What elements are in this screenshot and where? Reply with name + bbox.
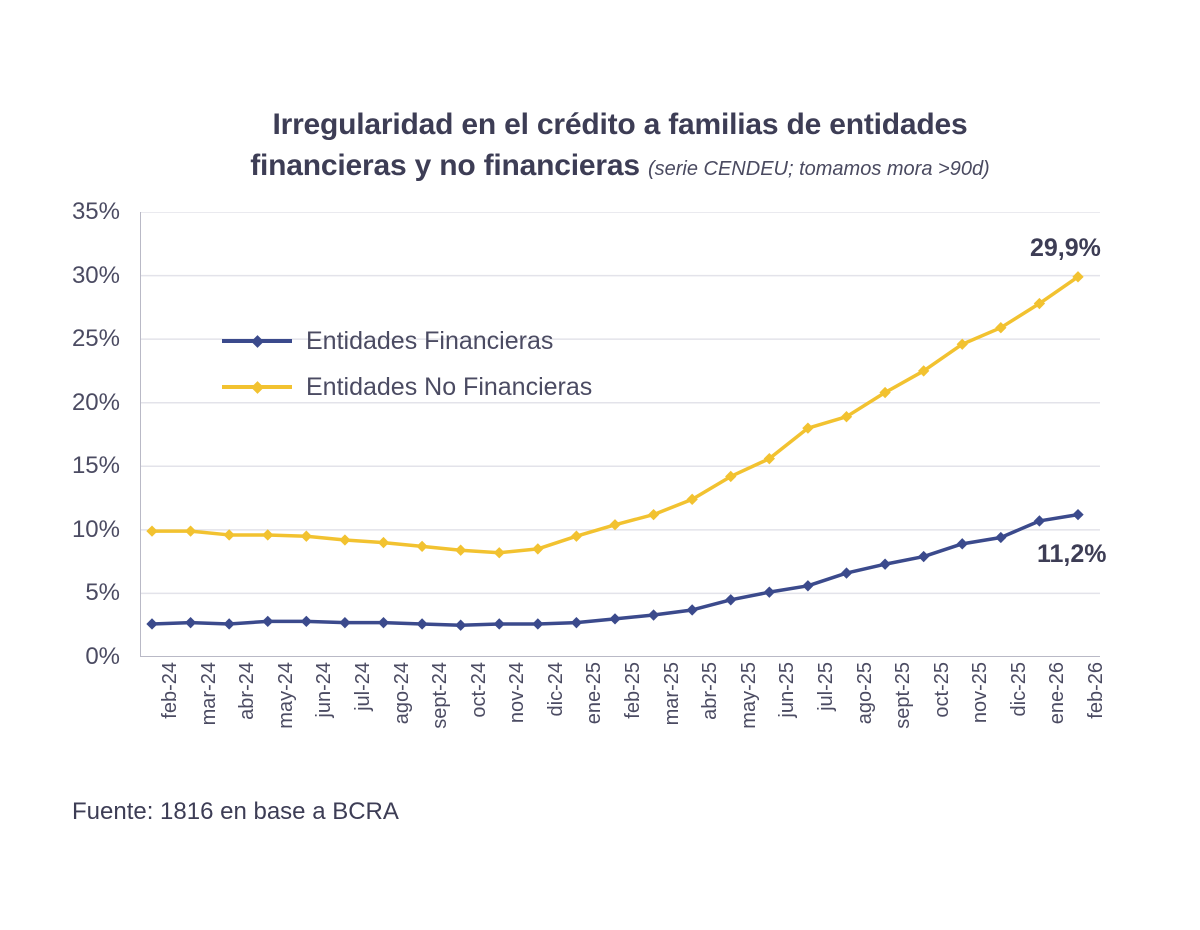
x-tick-label: feb-24: [159, 662, 181, 719]
chart-title-line2: financieras y no financieras: [250, 148, 640, 182]
x-tick-label: abr-25: [699, 662, 722, 720]
data-point-marker: [687, 604, 698, 615]
data-point-marker: [146, 618, 157, 629]
x-tick-label: jul-25: [814, 662, 837, 711]
y-axis-labels: [0, 198, 120, 670]
data-point-marker: [185, 617, 196, 628]
x-tick-label: dic-25: [1007, 662, 1030, 717]
data-point-marker: [301, 616, 312, 627]
annotation-financieras: 11,2%: [1037, 540, 1107, 568]
chart-title-block: [150, 105, 1090, 186]
y-tick-label: 10%: [71, 515, 120, 543]
x-tick-label: sept-24: [429, 662, 452, 729]
data-point-marker: [224, 529, 235, 540]
x-tick-label: oct-24: [467, 662, 490, 718]
y-tick-label: 35%: [71, 198, 120, 225]
data-point-marker: [609, 613, 620, 624]
data-point-marker: [841, 567, 852, 578]
data-point-marker: [571, 531, 582, 542]
y-tick-label: 15%: [71, 452, 120, 480]
data-point-marker: [957, 538, 968, 549]
data-point-marker: [764, 587, 775, 598]
data-point-marker: [301, 531, 312, 542]
chart-title-line1: Irregularidad en el crédito a familias de entidades: [272, 108, 968, 141]
y-tick-label: 25%: [71, 325, 120, 353]
data-point-marker: [146, 525, 157, 536]
x-tick-label: jul-24: [351, 662, 374, 711]
chart-subtitle: (serie CENDEU; tomamos mora >90d): [647, 157, 990, 180]
x-tick-label: may-24: [274, 662, 297, 729]
x-tick-label: ene-25: [583, 662, 606, 725]
legend-marker-diamond: [251, 381, 264, 394]
x-tick-label: mar-24: [197, 662, 220, 726]
data-point-marker: [609, 519, 620, 530]
x-tick-label: feb-26: [1085, 662, 1107, 719]
x-tick-label: jun-24: [313, 662, 336, 718]
data-point-marker: [1072, 509, 1083, 520]
x-tick-label: nov-25: [969, 662, 992, 724]
x-tick-label: oct-25: [930, 662, 953, 718]
data-point-marker: [725, 594, 736, 605]
data-point-marker: [532, 618, 543, 629]
legend-line-swatch: [222, 385, 292, 389]
data-point-marker: [224, 618, 235, 629]
data-point-marker: [378, 537, 389, 548]
legend-line-swatch: [222, 339, 292, 343]
data-point-marker: [339, 534, 350, 545]
page-title: [150, 105, 1090, 186]
x-tick-label: jun-25: [776, 662, 799, 718]
x-tick-label: may-25: [737, 662, 760, 729]
data-point-marker: [802, 580, 813, 591]
data-point-marker: [494, 618, 505, 629]
y-tick-label: 30%: [71, 261, 120, 289]
data-point-marker: [262, 529, 273, 540]
data-point-marker: [879, 559, 890, 570]
data-point-marker: [648, 509, 659, 520]
legend-item-financieras: [222, 318, 642, 364]
data-point-marker: [455, 620, 466, 631]
x-tick-label: ago-25: [853, 662, 876, 725]
data-point-marker: [1034, 515, 1045, 526]
data-point-marker: [455, 545, 466, 556]
chart-legend: [222, 318, 642, 410]
source-note: Fuente: 1816 en base a BCRA: [72, 798, 399, 825]
x-axis-labels: [140, 662, 1107, 792]
data-point-marker: [339, 617, 350, 628]
legend-item-no-financieras: [222, 364, 642, 410]
legend-label-no-financieras: Entidades No Financieras: [306, 372, 593, 401]
legend-marker-diamond: [251, 335, 264, 348]
series-line: [152, 515, 1078, 626]
y-tick-label: 20%: [71, 388, 120, 416]
annotation-no-financieras: 29,9%: [1030, 234, 1101, 262]
plot-area: [140, 212, 1100, 657]
legend-label-financieras: Entidades Financieras: [306, 326, 554, 355]
x-tick-label: abr-24: [236, 662, 259, 720]
x-tick-label: ene-26: [1046, 662, 1069, 725]
data-point-marker: [995, 532, 1006, 543]
x-tick-label: ago-24: [390, 662, 413, 725]
data-point-marker: [571, 617, 582, 628]
data-point-marker: [262, 616, 273, 627]
plot-svg: [140, 212, 1100, 657]
x-tick-label: dic-24: [544, 662, 567, 717]
data-point-marker: [378, 617, 389, 628]
data-point-marker: [648, 609, 659, 620]
data-point-marker: [918, 551, 929, 562]
y-tick-label: 0%: [85, 643, 120, 670]
data-point-marker: [416, 618, 427, 629]
x-tick-label: sept-25: [892, 662, 915, 729]
x-tick-label: mar-25: [660, 662, 683, 726]
data-point-marker: [532, 543, 543, 554]
data-point-marker: [416, 541, 427, 552]
data-point-marker: [494, 547, 505, 558]
data-point-marker: [185, 525, 196, 536]
x-tick-label: feb-25: [622, 662, 644, 719]
y-tick-label: 5%: [85, 579, 120, 607]
x-tick-label: nov-24: [506, 662, 529, 724]
